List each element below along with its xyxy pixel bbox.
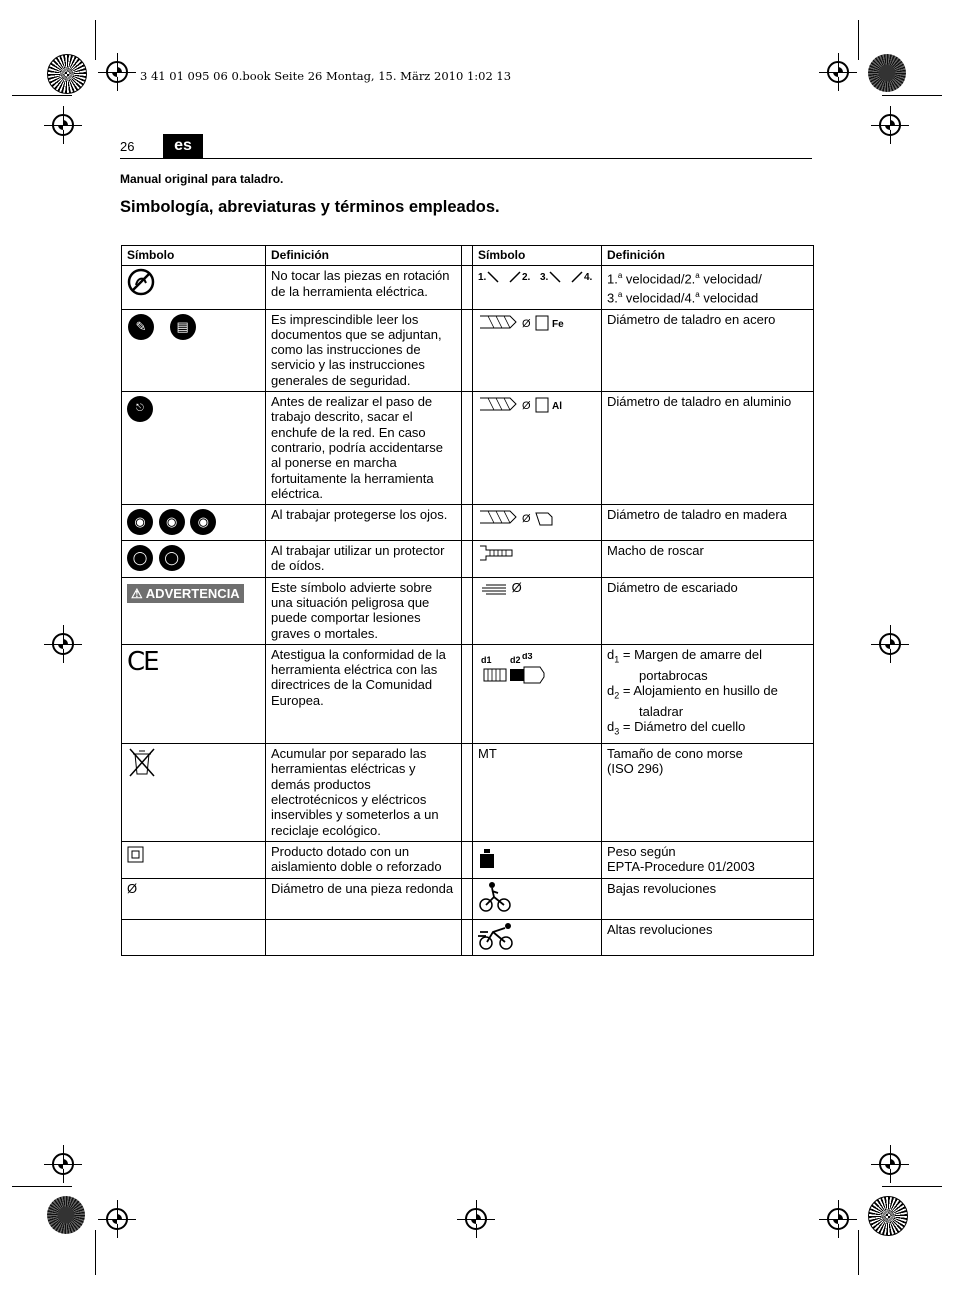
symbol-cell bbox=[122, 919, 266, 955]
symbol-cell bbox=[122, 541, 266, 578]
definition-cell: Al trabajar protegerse los ojos. bbox=[266, 505, 462, 541]
weight-icon bbox=[478, 848, 498, 870]
symbol-cell bbox=[473, 541, 602, 578]
svg-text:d2: d2 bbox=[510, 654, 521, 665]
symbol-cell bbox=[473, 309, 602, 391]
file-info: 3 41 01 095 06 0.book Seite 26 Montag, 15. März 2010 1:02 13 bbox=[140, 69, 512, 83]
symbol-cell bbox=[473, 577, 602, 644]
fast-cyclist-icon bbox=[478, 922, 516, 950]
symbol-cell bbox=[122, 309, 266, 391]
column-gap bbox=[462, 505, 473, 541]
registration-target bbox=[879, 114, 901, 136]
definition-cell: Antes de realizar el paso de trabajo descrito, sacar el enchufe de la red. En caso contrario, podría accidentarse al ponerse en marcha fortuitamente la herramienta eléctrica. bbox=[266, 392, 462, 505]
column-gap bbox=[462, 919, 473, 955]
registration-target bbox=[827, 1208, 849, 1230]
definition-cell bbox=[602, 744, 814, 842]
table-row bbox=[122, 309, 814, 391]
ear-muffs-icon: ◯ bbox=[159, 545, 185, 571]
svg-text:4.: 4. bbox=[584, 272, 593, 284]
symbol-cell: Ø bbox=[122, 878, 266, 919]
d3-definition: $d_3$ = Diámetro del cuello bbox=[607, 719, 746, 737]
definition-cell: Diámetro de escariado bbox=[602, 577, 814, 644]
table-row bbox=[122, 505, 814, 541]
symbol-cell bbox=[122, 505, 266, 541]
symbol-cell bbox=[122, 392, 266, 505]
svg-text:2.: 2. bbox=[522, 272, 531, 284]
eye-protection-icon: ◉ bbox=[127, 509, 153, 535]
symbol-cell bbox=[122, 577, 266, 644]
definition-cell: Diámetro de taladro en aluminio bbox=[602, 392, 814, 505]
column-gap bbox=[462, 541, 473, 578]
iso-reference: (ISO 296) bbox=[607, 761, 664, 777]
column-header: Símbolo bbox=[122, 246, 266, 266]
read-manual-icon: ✎ bbox=[128, 314, 154, 340]
drill-steel-icon bbox=[478, 312, 578, 334]
definition-cell: Macho de roscar bbox=[602, 541, 814, 578]
svg-text:1.: 1. bbox=[478, 272, 487, 284]
symbol-cell bbox=[122, 266, 266, 309]
definition-cell bbox=[602, 644, 814, 743]
column-header: Definición bbox=[266, 246, 462, 266]
column-header: Símbolo bbox=[473, 246, 602, 266]
symbol-cell bbox=[473, 505, 602, 541]
column-gap bbox=[462, 246, 473, 266]
column-gap bbox=[462, 577, 473, 644]
registration-target bbox=[106, 1208, 128, 1230]
symbols-table bbox=[121, 245, 814, 956]
svg-text:d3: d3 bbox=[522, 652, 533, 661]
column-gap bbox=[462, 841, 473, 878]
ear-protection-icon: ◯ bbox=[127, 545, 153, 571]
registration-target bbox=[879, 633, 901, 655]
svg-text:3.: 3. bbox=[540, 272, 549, 284]
definition-cell: Este símbolo advierte sobre una situación peligrosa que puede comportar lesiones graves o mortales. bbox=[266, 577, 462, 644]
registration-target bbox=[879, 1153, 901, 1175]
slow-cyclist-icon bbox=[478, 881, 512, 913]
table-row bbox=[122, 644, 814, 743]
column-gap bbox=[462, 644, 473, 743]
svg-text:Al: Al bbox=[552, 401, 562, 413]
warning-icon: ⚠ bbox=[131, 585, 143, 601]
column-gap bbox=[462, 266, 473, 309]
page-number: 26 bbox=[120, 139, 135, 154]
symbol-cell bbox=[122, 841, 266, 878]
column-header: Definición bbox=[602, 246, 814, 266]
definition-cell: Producto dotado con un aislamiento doble o reforzado bbox=[266, 841, 462, 878]
crop-mark bbox=[12, 95, 72, 96]
definition-cell: Bajas revoluciones bbox=[602, 878, 814, 919]
registration-target bbox=[465, 1208, 487, 1230]
definition-cell: Atestigua la conformidad de la herramienta eléctrica con las directrices de la Comunidad Europea. bbox=[266, 644, 462, 743]
table-row bbox=[122, 878, 814, 919]
crop-mark bbox=[882, 95, 942, 96]
crop-mark bbox=[12, 1186, 72, 1187]
svg-text:Fe: Fe bbox=[552, 318, 564, 330]
epta-reference: EPTA-Procedure 01/2003 bbox=[607, 859, 755, 875]
tap-icon bbox=[478, 543, 518, 561]
definition-cell: Acumular por separado las herramientas eléctricas y demás productos electrotécnicos y eléctricos inservibles y someterlos a un reciclaje ecológico. bbox=[266, 744, 462, 842]
goggles-icon: ◉ bbox=[190, 509, 216, 535]
registration-target bbox=[827, 61, 849, 83]
registration-sunburst-bl bbox=[47, 1196, 85, 1234]
column-gap bbox=[462, 878, 473, 919]
crossed-bin-icon bbox=[127, 746, 157, 778]
svg-text:Ø: Ø bbox=[522, 513, 531, 526]
d2-definition: $d_2$ = Alojamiento en husillo de taladrar bbox=[607, 683, 778, 719]
drill-wood-icon bbox=[478, 507, 578, 529]
symbol-cell bbox=[473, 266, 602, 309]
helmet-icon: ◉ bbox=[159, 509, 185, 535]
crop-mark bbox=[95, 20, 96, 60]
reamer-icon bbox=[478, 582, 508, 596]
definition-cell: Es imprescindible leer los documentos que se adjuntan, como las instrucciones de servicio y las instrucciones generales de seguridad. bbox=[266, 309, 462, 391]
registration-sunburst-tr bbox=[868, 54, 906, 92]
definition-cell: Altas revoluciones bbox=[602, 919, 814, 955]
definition-cell bbox=[602, 841, 814, 878]
svg-text:d1: d1 bbox=[481, 654, 492, 665]
drill-aluminium-icon bbox=[478, 394, 578, 416]
registration-sunburst-br bbox=[868, 1196, 908, 1236]
gear-speeds-icon bbox=[478, 268, 596, 286]
ce-mark: CE bbox=[127, 646, 158, 677]
symbol-cell bbox=[122, 744, 266, 842]
crop-mark bbox=[858, 1230, 859, 1275]
crop-mark bbox=[95, 1230, 96, 1275]
column-gap bbox=[462, 392, 473, 505]
table-row bbox=[122, 841, 814, 878]
definition-cell: Diámetro de una pieza redonda bbox=[266, 878, 462, 919]
table-row bbox=[122, 744, 814, 842]
svg-text:Ø: Ø bbox=[522, 400, 531, 413]
table-row bbox=[122, 541, 814, 578]
d1-definition: $d_1$ = Margen de amarre del portabrocas bbox=[607, 646, 762, 683]
crop-mark bbox=[882, 1186, 942, 1187]
header-rule bbox=[120, 158, 812, 159]
svg-text:Ø: Ø bbox=[522, 317, 531, 330]
column-gap bbox=[462, 309, 473, 391]
unplug-icon: ⎋ bbox=[127, 396, 153, 422]
diameter-symbol: Ø bbox=[511, 579, 522, 595]
definition-cell: 1.$^a$ velocidad/2.$^a$ velocidad/ 3.$^a$ velocidad/4.$^a$ velocidad bbox=[602, 266, 814, 309]
page-title: Simbología, abreviaturas y términos empleados. bbox=[120, 198, 500, 216]
registration-target bbox=[52, 114, 74, 136]
chuck-dimensions-icon bbox=[478, 653, 548, 691]
symbol-cell bbox=[473, 919, 602, 955]
registration-sunburst-tl bbox=[47, 54, 87, 94]
registration-target bbox=[52, 1153, 74, 1175]
weight-label: Peso según bbox=[607, 843, 676, 859]
definition-cell: No tocar las piezas en rotación de la herramienta eléctrica. bbox=[266, 266, 462, 309]
morse-taper-label: Tamaño de cono morse bbox=[607, 746, 743, 762]
definition-cell: Diámetro de taladro en acero bbox=[602, 309, 814, 391]
warning-label: ⚠ ADVERTENCIA bbox=[127, 584, 244, 603]
table-header-row bbox=[122, 246, 814, 266]
registration-target bbox=[52, 633, 74, 655]
definition-cell: Al trabajar utilizar un protector de oídos. bbox=[266, 541, 462, 578]
language-badge: es bbox=[163, 134, 203, 158]
table-row bbox=[122, 919, 814, 955]
symbol-cell bbox=[473, 392, 602, 505]
definition-cell: Diámetro de taladro en madera bbox=[602, 505, 814, 541]
no-touch-rotating-parts-icon bbox=[127, 268, 155, 296]
subtitle: Manual original para taladro. bbox=[120, 172, 284, 186]
symbol-cell bbox=[473, 878, 602, 919]
definition-cell bbox=[266, 919, 462, 955]
table-row bbox=[122, 577, 814, 644]
crop-mark bbox=[858, 20, 859, 60]
table-row bbox=[122, 392, 814, 505]
double-insulation-icon bbox=[127, 846, 145, 864]
symbol-cell bbox=[122, 644, 266, 743]
book-icon: ▤ bbox=[170, 314, 196, 340]
symbol-cell bbox=[473, 841, 602, 878]
table-row bbox=[122, 266, 814, 309]
symbol-cell: MT bbox=[473, 744, 602, 842]
registration-target bbox=[106, 61, 128, 83]
symbol-cell bbox=[473, 644, 602, 743]
column-gap bbox=[462, 744, 473, 842]
